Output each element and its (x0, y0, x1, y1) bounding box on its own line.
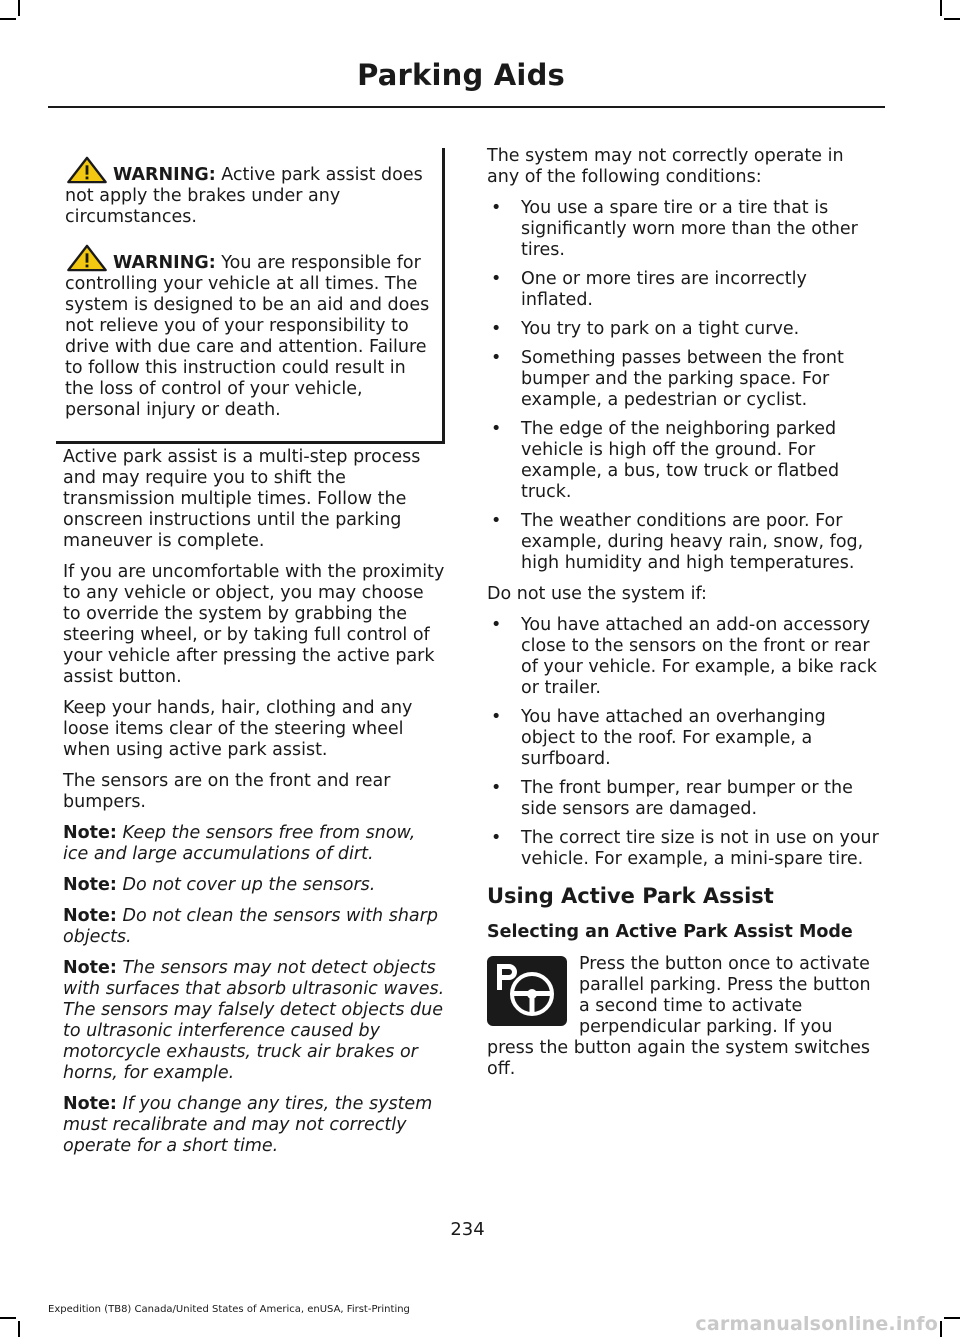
note-label: Note: (63, 906, 117, 926)
crop-mark (0, 18, 16, 20)
note-label: Note: (63, 823, 117, 843)
warning-triangle-icon (65, 156, 109, 184)
crop-mark (944, 18, 960, 20)
bullet: • (491, 511, 502, 531)
list-item (487, 511, 880, 574)
list-item (487, 348, 880, 411)
bullet: • (491, 615, 502, 635)
note-paragraph (63, 958, 445, 1084)
mode-description (487, 954, 880, 1080)
bullet: • (491, 707, 502, 727)
list-item-text: You have attached an add-on accessory close to the sensors on the front or rear of your vehicle. For example, a bike rack or trailer. (521, 615, 877, 698)
list-item (487, 615, 880, 699)
list-item (487, 419, 880, 503)
bullet: • (491, 319, 502, 339)
do-not-list (487, 615, 880, 870)
left-column (63, 146, 445, 1167)
warning-label: WARNING: (113, 253, 216, 273)
warning-list (63, 146, 435, 421)
body-paragraph: If you are uncomfortable with the proximity to any vehicle or object, you may choose to override the system by grabbing the steering wheel, or by taking full control of your vehicle after pressing the active park assist button. (63, 562, 445, 687)
warning-triangle-icon (65, 244, 109, 272)
list-item (487, 269, 880, 311)
note-text: Keep the sensors free from snow, ice and large accumulations of dirt. (63, 823, 416, 864)
note-text: Do not cover up the sensors. (116, 875, 376, 895)
bullet: • (491, 419, 502, 439)
warning-paragraph (63, 244, 435, 421)
note-paragraph (63, 823, 445, 865)
list-item-text: You use a spare tire or a tire that is significantly worn more than the other tires. (521, 198, 858, 260)
crop-mark (0, 1317, 16, 1319)
warning-label: WARNING: (113, 165, 216, 185)
body-text (63, 447, 445, 1157)
crop-mark (940, 0, 942, 16)
list-item-text: One or more tires are incorrectly inflated. (521, 269, 807, 310)
subsection-title: Selecting an Active Park Assist Mode (487, 922, 853, 942)
body-paragraph: Active park assist is a multi-step process and may require you to shift the transmission multiple times. Follow the onscreen instructions until the parking maneuver is complete. (63, 447, 421, 551)
note-text: The sensors may not detect objects with surfaces that absorb ultrasonic waves. The sensors may falsely detect objects due to ultrasonic interference caused by motorcycle exhausts, truck air brakes or horns, for example. (63, 958, 445, 1083)
warning-paragraph (63, 156, 435, 228)
section-title: Using Active Park Assist (487, 884, 774, 908)
body-paragraph: Keep your hands, hair, clothing and any loose items clear of the steering wheel when using active park assist. (63, 698, 413, 760)
warning-text: You are responsible for controlling your vehicle at all times. The system is designed to be an aid and does not relieve you of your responsibility to drive with due care and attention. Failure to follow this instruction could result in the loss of control of your vehicle, personal injury or death. (65, 253, 430, 420)
footer: Expedition (TB8) Canada/United States of America, enUSA, First-Printing (48, 1304, 410, 1315)
note-label: Note: (63, 875, 117, 895)
list-item (487, 778, 880, 820)
active-park-assist-button-icon (487, 956, 567, 1026)
title-divider (48, 106, 885, 108)
conditions-intro: The system may not correctly operate in any of the following conditions: (487, 146, 844, 187)
list-item-text: The front bumper, rear bumper or the side sensors are damaged. (521, 778, 853, 819)
mode-text: Press the button once to activate parallel parking. Press the button a second time to activate perpendicular parking. If you press the button again the system switches off. (487, 954, 871, 1079)
note-label: Note: (63, 1094, 117, 1114)
list-item-text: The edge of the neighboring parked vehicle is high off the ground. For example, a bus, tow truck or flatbed truck. (521, 419, 840, 502)
note-paragraph (63, 906, 445, 948)
list-item-text: You try to park on a tight curve. (521, 319, 800, 339)
bullet: • (491, 828, 502, 848)
list-item (487, 198, 880, 261)
right-column (487, 146, 880, 1090)
note-label: Note: (63, 958, 117, 978)
bullet: • (491, 348, 502, 368)
bullet: • (491, 269, 502, 289)
do-not-intro: Do not use the system if: (487, 584, 707, 604)
body-paragraph: The sensors are on the front and rear bumpers. (63, 771, 391, 812)
list-item (487, 828, 880, 870)
list-item (487, 319, 880, 340)
note-paragraph (63, 1094, 445, 1157)
warning-text: Active park assist does not apply the brakes under any circumstances. (65, 165, 423, 227)
bullet: • (491, 778, 502, 798)
note-paragraph (63, 875, 445, 896)
list-item-text: You have attached an overhanging object to the roof. For example, a surfboard. (521, 707, 826, 769)
bullet: • (491, 198, 502, 218)
list-item-text: Something passes between the front bumper and the parking space. For example, a pedestrian or cyclist. (521, 348, 844, 410)
crop-mark (18, 0, 20, 16)
note-text: Do not clean the sensors with sharp objects. (63, 906, 438, 947)
crop-mark (18, 1321, 20, 1337)
list-item-text: The weather conditions are poor. For example, during heavy rain, snow, fog, high humidity and high temperatures. (521, 511, 864, 573)
watermark: carmanualsonline.info (695, 1313, 938, 1335)
list-item-text: The correct tire size is not in use on your vehicle. For example, a mini-spare tire. (521, 828, 879, 869)
list-item (487, 707, 880, 770)
page-number: 234 (450, 1219, 485, 1240)
page-title: Parking Aids (357, 58, 565, 92)
note-text: If you change any tires, the system must recalibrate and may not correctly operate for a short time. (63, 1094, 433, 1156)
conditions-list (487, 198, 880, 574)
crop-mark (944, 1317, 960, 1319)
crop-mark (940, 1321, 942, 1337)
